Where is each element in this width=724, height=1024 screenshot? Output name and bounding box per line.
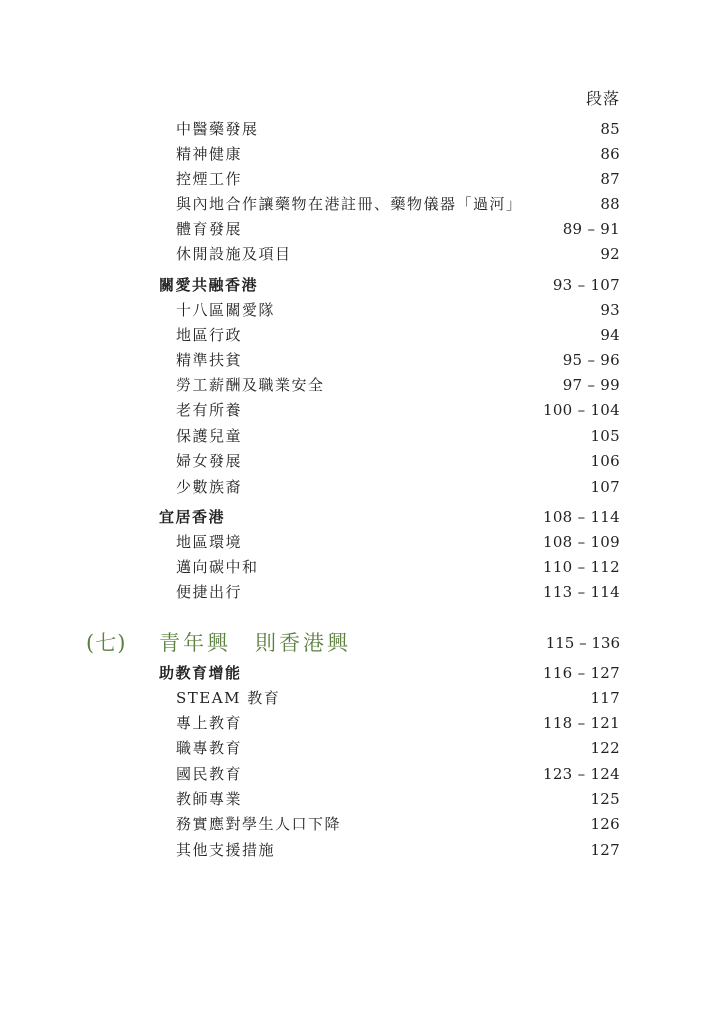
toc-entry[interactable] — [0, 737, 724, 759]
toc-entry[interactable] — [0, 813, 724, 835]
toc-entry[interactable] — [0, 581, 724, 603]
toc-entry-label: 十八區關愛隊 — [176, 301, 276, 319]
toc-entry-label: 教師專業 — [176, 790, 243, 808]
column-header-paragraph: 段落 — [585, 89, 620, 108]
toc-entry[interactable] — [0, 788, 724, 810]
toc-entry-paragraph: 113 – 114 — [543, 583, 620, 601]
toc-entry-paragraph: 108 – 109 — [543, 533, 620, 551]
toc-entry-paragraph: 100 – 104 — [543, 401, 620, 419]
toc-entry[interactable] — [0, 531, 724, 553]
toc-entry-paragraph: 106 — [590, 452, 620, 470]
toc-subheading[interactable] — [0, 662, 724, 684]
toc-entry-paragraph: 105 — [590, 427, 620, 445]
toc-entry[interactable] — [0, 299, 724, 321]
toc-entry[interactable] — [0, 243, 724, 265]
toc-entry-paragraph: 85 — [600, 120, 620, 138]
toc-entry-label: 老有所養 — [176, 401, 243, 419]
toc-entry-paragraph: 88 — [600, 195, 620, 213]
toc-entry-label: 保護兒童 — [176, 427, 243, 445]
toc-entry-paragraph: 107 — [590, 478, 620, 496]
toc-entry-paragraph: 89 – 91 — [562, 220, 620, 238]
toc-entry-paragraph: 125 — [590, 790, 620, 808]
toc-entry-label: 職專教育 — [176, 739, 243, 757]
toc-entry-label: 少數族裔 — [176, 478, 243, 496]
toc-entry-paragraph: 126 — [590, 815, 620, 833]
toc-entry-label: 中醫藥發展 — [176, 120, 259, 138]
toc-entry-paragraph: 110 – 112 — [543, 558, 620, 576]
toc-entry[interactable] — [0, 476, 724, 498]
toc-entry-paragraph: 93 — [600, 301, 620, 319]
toc-entry[interactable] — [0, 712, 724, 734]
toc-entry[interactable] — [0, 349, 724, 371]
toc-entry-paragraph: 127 — [590, 841, 620, 859]
toc-subheading[interactable] — [0, 506, 724, 528]
chapter-paragraph: 115 – 136 — [545, 634, 620, 652]
toc-entry-label: 地區環境 — [176, 533, 243, 551]
toc-entry-paragraph: 92 — [600, 245, 620, 263]
toc-entry-paragraph: 117 — [590, 689, 620, 707]
toc-entry[interactable] — [0, 374, 724, 396]
toc-entry[interactable] — [0, 556, 724, 578]
toc-entry[interactable] — [0, 687, 724, 709]
toc-subheading-paragraph: 108 – 114 — [543, 508, 620, 526]
toc-entry-paragraph: 118 – 121 — [543, 714, 620, 732]
toc-entry[interactable] — [0, 425, 724, 447]
toc-entry-label: 休閒設施及項目 — [176, 245, 292, 263]
toc-entry-paragraph: 86 — [600, 145, 620, 163]
chapter-title: 青年興 則香港興 — [159, 631, 351, 655]
toc-entry-label: 國民教育 — [176, 765, 243, 783]
toc-entry-label: 婦女發展 — [176, 452, 243, 470]
toc-entry[interactable] — [0, 218, 724, 240]
toc-entry-label: 精神健康 — [176, 145, 243, 163]
toc-entry-label: 邁向碳中和 — [176, 558, 259, 576]
toc-chapter-heading[interactable] — [0, 628, 724, 658]
toc-entry-label: 務實應對學生人口下降 — [176, 815, 342, 833]
toc-entry-paragraph: 94 — [600, 326, 620, 344]
toc-entry[interactable] — [0, 143, 724, 165]
toc-entry-paragraph: 123 – 124 — [543, 765, 620, 783]
toc-entry-label: STEAM 教育 — [176, 689, 281, 707]
toc-entry[interactable] — [0, 168, 724, 190]
toc-entry[interactable] — [0, 324, 724, 346]
toc-entry[interactable] — [0, 193, 724, 215]
toc-entry[interactable] — [0, 763, 724, 785]
toc-subheading[interactable] — [0, 274, 724, 296]
toc-subheading-paragraph: 93 – 107 — [552, 276, 620, 294]
toc-subheading-paragraph: 116 – 127 — [543, 664, 620, 682]
toc-entry-label: 便捷出行 — [176, 583, 243, 601]
toc-entry-label: 勞工薪酬及職業安全 — [176, 376, 325, 394]
toc-subheading-label: 關愛共融香港 — [159, 276, 259, 294]
toc-entry-paragraph: 95 – 96 — [562, 351, 620, 369]
toc-entry-label: 地區行政 — [176, 326, 243, 344]
toc-entry[interactable] — [0, 450, 724, 472]
toc-subheading-label: 助教育增能 — [159, 664, 242, 682]
toc-entry-label: 精準扶貧 — [176, 351, 243, 369]
toc-entry-label: 控煙工作 — [176, 170, 243, 188]
toc-entry[interactable] — [0, 399, 724, 421]
toc-entry-paragraph: 87 — [600, 170, 620, 188]
toc-entry-label: 專上教育 — [176, 714, 243, 732]
toc-entry-label: 體育發展 — [176, 220, 243, 238]
toc-subheading-label: 宜居香港 — [159, 508, 226, 526]
toc-entry-label: 與內地合作讓藥物在港註冊、藥物儀器「過河」 — [176, 195, 523, 213]
toc-entry[interactable] — [0, 839, 724, 861]
toc-entry[interactable] — [0, 118, 724, 140]
chapter-number: (七) — [86, 631, 127, 655]
toc-entry-label: 其他支援措施 — [176, 841, 276, 859]
toc-entry-paragraph: 97 – 99 — [562, 376, 620, 394]
toc-entry-paragraph: 122 — [590, 739, 620, 757]
